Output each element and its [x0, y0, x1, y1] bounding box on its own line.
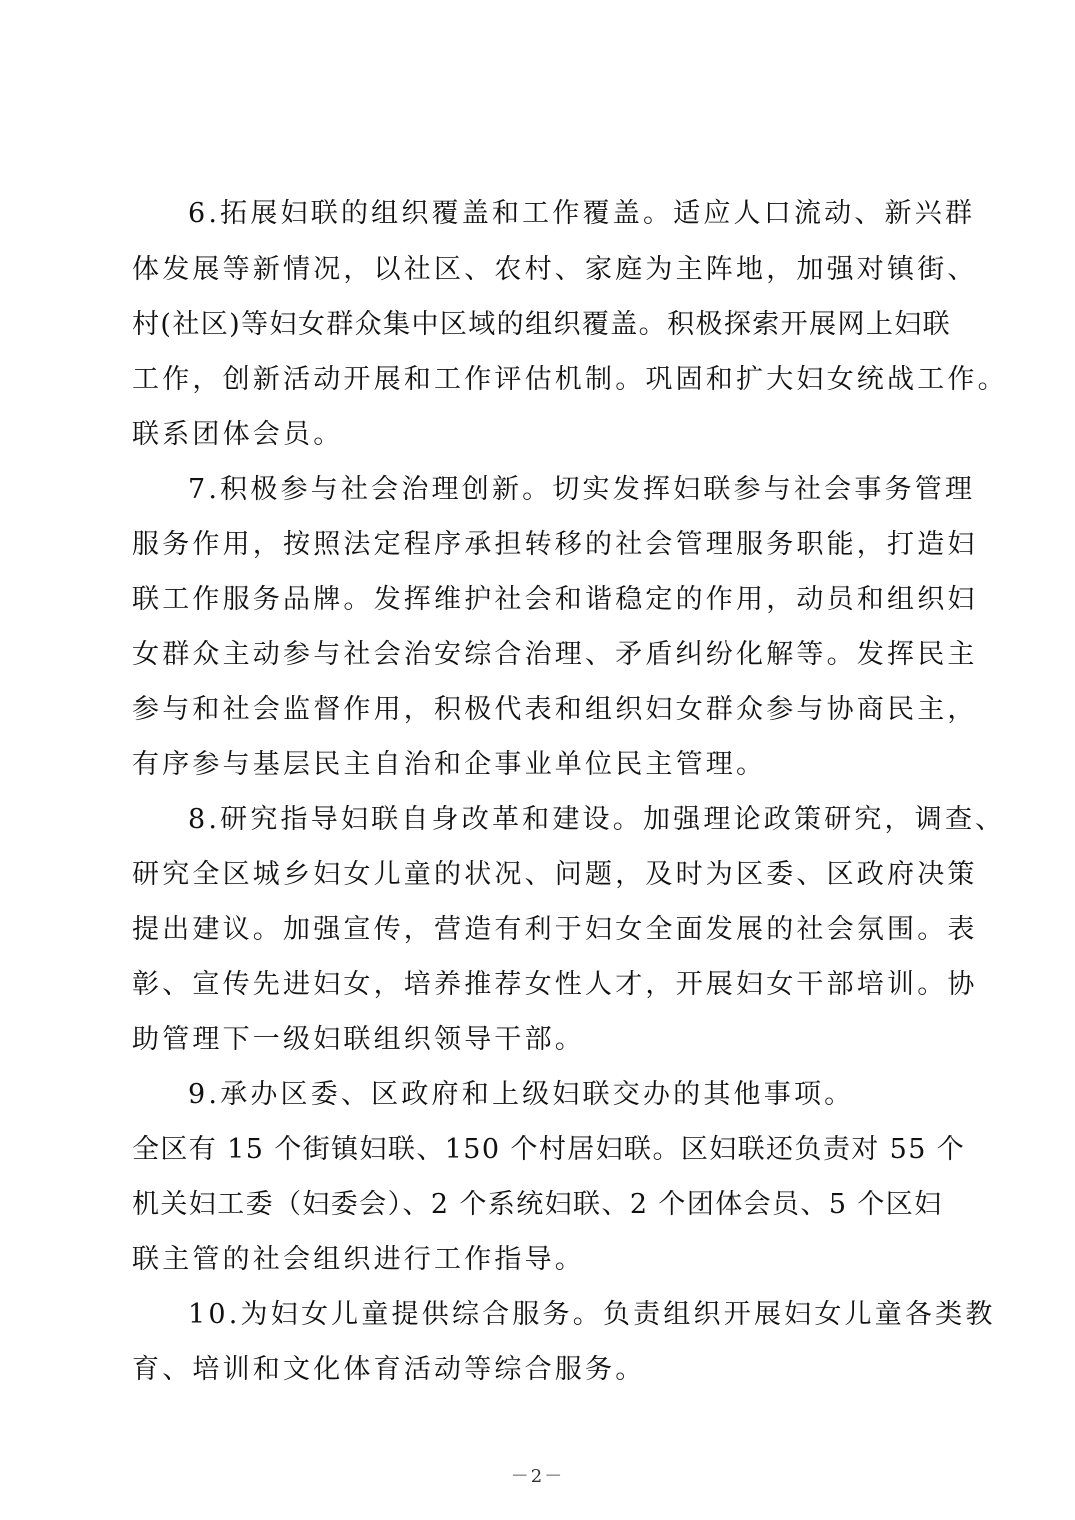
item-8-line-1: 8.研究指导妇联自身改革和建设。加强理论政策研究，调查、: [188, 804, 1006, 835]
note-line-3: 联主管的社会组织进行工作指导。: [132, 1244, 585, 1275]
item-7-line-1: 7.积极参与社会治理创新。切实发挥妇联参与社会事务管理: [188, 474, 976, 505]
note-line-1: 全区有 15 个街镇妇联、150 个村居妇联。区妇联还负责对 55 个: [132, 1134, 966, 1165]
page-number: －2－: [510, 1466, 565, 1487]
item-9-line-1: 9.承办区委、区政府和上级妇联交办的其他事项。: [188, 1079, 855, 1110]
item-7-line-5: 参与和社会监督作用，积极代表和组织妇女群众参与协商民主，: [132, 694, 978, 725]
item-7-line-2: 服务作用，按照法定程序承担转移的社会管理服务职能，打造妇: [132, 529, 978, 560]
item-8-line-5: 助管理下一级妇联组织领导干部。: [132, 1024, 585, 1055]
item-8-line-3: 提出建议。加强宣传，营造有利于妇女全面发展的社会氛围。表: [132, 914, 978, 945]
item-10-line-2: 育、培训和文化体育活动等综合服务。: [132, 1354, 646, 1385]
item-10-line-1: 10.为妇女儿童提供综合服务。负责组织开展妇女儿童各类教: [188, 1299, 996, 1330]
note-line-2: 机关妇工委（妇委会）、2 个系统妇联、2 个团体会员、5 个区妇: [132, 1189, 943, 1220]
item-6-line-1: 6.拓展妇联的组织覆盖和工作覆盖。适应人口流动、新兴群: [188, 198, 976, 229]
item-7-line-3: 联工作服务品牌。发挥维护社会和谐稳定的作用，动员和组织妇: [132, 584, 978, 615]
item-6-line-3: 村(社区)等妇女群众集中区域的组织覆盖。积极探索开展网上妇联: [132, 309, 952, 340]
item-7-line-4: 女群众主动参与社会治安综合治理、矛盾纠纷化解等。发挥民主: [132, 639, 978, 670]
item-6-line-5: 联系团体会员。: [132, 419, 344, 450]
item-8-line-4: 彰、宣传先进妇女，培养推荐女性人才，开展妇女干部培训。协: [132, 969, 978, 1000]
item-6-line-2: 体发展等新情况，以社区、农村、家庭为主阵地，加强对镇街、: [132, 254, 978, 285]
item-6-line-4: 工作，创新活动开展和工作评估机制。巩固和扩大妇女统战工作。: [132, 364, 1008, 395]
item-7-line-6: 有序参与基层民主自治和企事业单位民主管理。: [132, 749, 767, 780]
item-8-line-2: 研究全区城乡妇女儿童的状况、问题，及时为区委、区政府决策: [132, 859, 978, 890]
